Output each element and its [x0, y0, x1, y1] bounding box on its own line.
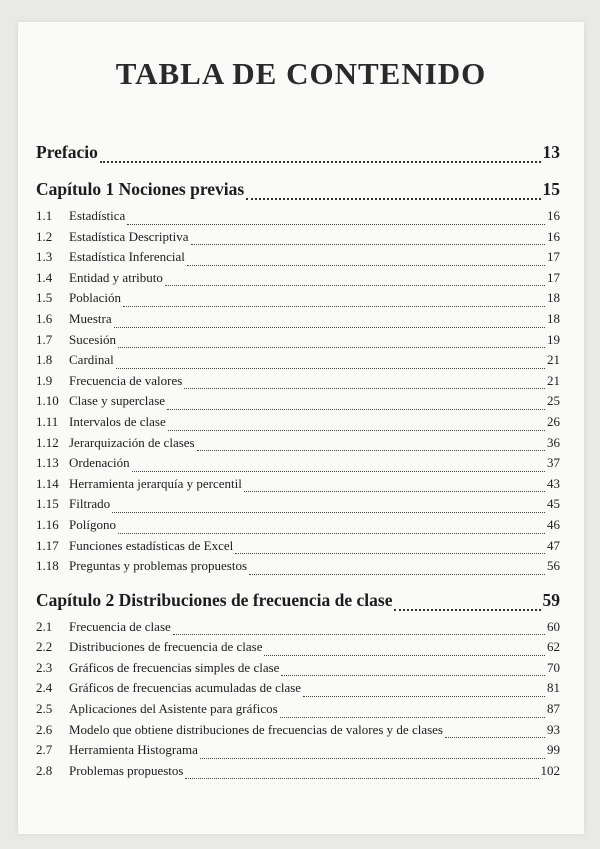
leader-dots: [100, 161, 541, 163]
toc-section-page: 43: [547, 475, 560, 491]
toc-section-page: 18: [547, 290, 560, 306]
toc-section-label: Jerarquización de clases: [69, 434, 195, 450]
toc-preface-page: 13: [542, 142, 560, 162]
toc-chapter-label: Capítulo 2 Distribuciones de frecuencia de clase: [36, 589, 393, 610]
toc-section-page: 19: [547, 331, 560, 347]
toc-section-entry[interactable]: [36, 311, 560, 332]
toc-section-number: 1.8: [36, 352, 53, 368]
leader-dots: [197, 450, 545, 451]
toc-section-page: 18: [547, 310, 560, 326]
toc-section-number: 2.4: [36, 680, 53, 696]
toc-section-page: 60: [547, 618, 560, 634]
toc-section-entry[interactable]: [36, 722, 560, 743]
leader-dots: [127, 224, 545, 225]
toc-section-entry[interactable]: [36, 393, 560, 414]
toc-section-number: 1.14: [36, 475, 59, 491]
toc-section-page: 21: [547, 352, 560, 368]
toc-section-entry[interactable]: [36, 619, 560, 640]
toc-section-entry[interactable]: [36, 290, 560, 311]
toc-section-entry[interactable]: [36, 742, 560, 763]
toc-section-label: Estadística Inferencial: [69, 249, 185, 265]
toc-chapter-label: Capítulo 1 Nociones previas: [36, 179, 245, 199]
leader-dots: [118, 533, 545, 534]
toc-section-page: 93: [547, 721, 560, 737]
toc-section-label: Población: [69, 290, 121, 306]
leader-dots: [168, 430, 545, 431]
toc-section-number: 1.4: [36, 269, 53, 285]
toc-section-number: 1.5: [36, 290, 53, 306]
toc-section-number: 1.11: [36, 413, 59, 429]
toc-section-number: 2.3: [36, 659, 53, 675]
toc-section-label: Intervalos de clase: [69, 413, 166, 429]
toc-section-label: Cardinal: [69, 352, 114, 368]
toc-section-number: 2.7: [36, 742, 53, 758]
leader-dots: [280, 717, 545, 718]
toc-section-entry[interactable]: [36, 208, 560, 229]
toc-section-page: 17: [547, 269, 560, 285]
toc-section-entry[interactable]: [36, 332, 560, 353]
toc-section-entry[interactable]: [36, 701, 560, 722]
toc-section-number: 1.2: [36, 228, 53, 244]
toc-section-page: 26: [547, 413, 560, 429]
toc-section-entry[interactable]: [36, 517, 560, 538]
toc-section-number: 1.12: [36, 434, 59, 450]
toc-section-entry[interactable]: [36, 435, 560, 456]
leader-dots: [200, 758, 545, 759]
document-page: [18, 22, 584, 834]
toc-section-number: 1.10: [36, 393, 59, 409]
toc-section-entry[interactable]: [36, 352, 560, 373]
toc-section-entry[interactable]: [36, 476, 560, 497]
leader-dots: [118, 347, 545, 348]
toc-section-entry[interactable]: [36, 414, 560, 435]
toc-section-label: Preguntas y problemas propuestos: [69, 558, 248, 574]
toc-section-label: Sucesión: [69, 331, 116, 347]
leader-dots: [445, 737, 545, 738]
table-of-contents: [36, 142, 560, 783]
toc-section-label: Funciones estadísticas de Excel: [69, 537, 234, 553]
toc-section-label: Gráficos de frecuencias simples de clase: [69, 659, 280, 675]
toc-section-entry[interactable]: [36, 270, 560, 291]
toc-section-label: Frecuencia de clase: [69, 618, 171, 634]
toc-section-entry[interactable]: [36, 763, 560, 784]
toc-section-number: 1.13: [36, 455, 59, 471]
toc-section-page: 36: [547, 434, 560, 450]
leader-dots: [184, 388, 545, 389]
toc-section-number: 2.2: [36, 639, 53, 655]
toc-section-label: Problemas propuestos: [69, 762, 184, 778]
toc-section-label: Herramienta jerarquía y percentil: [69, 475, 242, 491]
toc-section-label: Modelo que obtiene distribuciones de frecuencias de valores y de clases: [69, 721, 443, 737]
toc-chapter-entry[interactable]: [36, 590, 560, 616]
toc-section-entry[interactable]: [36, 455, 560, 476]
toc-preface-entry[interactable]: [36, 142, 560, 168]
toc-section-label: Distribuciones de frecuencia de clase: [69, 639, 263, 655]
leader-dots: [123, 306, 545, 307]
leader-dots: [165, 285, 545, 286]
toc-section-page: 102: [540, 762, 560, 778]
toc-section-entry[interactable]: [36, 373, 560, 394]
toc-section-label: Polígono: [69, 516, 116, 532]
page-title: TABLA DE CONTENIDO: [115, 56, 487, 91]
toc-section-page: 99: [547, 742, 560, 758]
toc-section-label: Muestra: [69, 310, 112, 326]
toc-section-page: 46: [547, 516, 560, 532]
toc-section-entry[interactable]: [36, 229, 560, 250]
toc-section-number: 1.1: [36, 208, 53, 223]
toc-section-entry[interactable]: [36, 639, 560, 660]
leader-dots: [167, 409, 545, 410]
toc-section-number: 1.15: [36, 496, 59, 512]
toc-section-page: 81: [547, 680, 560, 696]
leader-dots: [173, 634, 545, 635]
toc-section-page: 25: [547, 393, 560, 409]
toc-section-label: Frecuencia de valores: [69, 372, 183, 388]
toc-section-number: 2.1: [36, 618, 53, 634]
toc-chapter-page: 15: [542, 179, 560, 199]
leader-dots: [264, 655, 545, 656]
toc-section-label: Filtrado: [69, 496, 111, 512]
toc-section-number: 1.6: [36, 310, 53, 326]
toc-chapter-page: 59: [542, 589, 560, 610]
leader-dots: [112, 512, 545, 513]
toc-section-page: 16: [547, 208, 560, 223]
toc-section-page: 56: [547, 558, 560, 574]
toc-section-label: Aplicaciones del Asistente para gráficos: [69, 701, 278, 717]
toc-section-entry[interactable]: [36, 249, 560, 270]
leader-dots: [394, 609, 540, 611]
toc-section-number: 2.8: [36, 762, 53, 778]
toc-section-page: 37: [547, 455, 560, 471]
toc-section-label: Herramienta Histograma: [69, 742, 198, 758]
toc-section-entry[interactable]: [36, 538, 560, 559]
toc-section-number: 2.6: [36, 721, 53, 737]
leader-dots: [191, 244, 546, 245]
toc-section-number: 1.16: [36, 516, 59, 532]
toc-section-label: Gráficos de frecuencias acumuladas de clase: [69, 680, 302, 696]
toc-section-label: Estadística: [69, 208, 126, 223]
toc-preface-label: Prefacio: [36, 142, 98, 162]
leader-dots: [303, 696, 545, 697]
leader-dots: [244, 491, 545, 492]
toc-section-label: Ordenación: [69, 455, 130, 471]
toc-section-number: 1.17: [36, 537, 59, 553]
toc-section-number: 2.5: [36, 701, 53, 717]
toc-section-label: Estadística Descriptiva: [69, 228, 189, 244]
toc-section-page: 62: [547, 639, 560, 655]
toc-chapter-entry[interactable]: [36, 179, 560, 205]
leader-dots: [249, 574, 545, 575]
toc-section-number: 1.7: [36, 331, 53, 347]
leader-dots: [114, 327, 545, 328]
leader-dots: [116, 368, 545, 369]
toc-section-label: Clase y superclase: [69, 393, 166, 409]
toc-section-page: 47: [547, 537, 560, 553]
toc-section-page: 17: [547, 249, 560, 265]
leader-dots: [281, 675, 545, 676]
leader-dots: [235, 553, 545, 554]
toc-section-label: Entidad y atributo: [69, 269, 163, 285]
toc-section-page: 87: [547, 701, 560, 717]
toc-section-page: 21: [547, 372, 560, 388]
toc-section-number: 1.9: [36, 372, 53, 388]
leader-dots: [185, 778, 538, 779]
toc-section-page: 70: [547, 659, 560, 675]
leader-dots: [246, 198, 540, 200]
toc-section-number: 1.3: [36, 249, 53, 265]
toc-section-page: 16: [547, 228, 560, 244]
toc-section-entry[interactable]: [36, 680, 560, 701]
toc-section-number: 1.18: [36, 558, 59, 574]
leader-dots: [187, 265, 545, 266]
toc-section-entry[interactable]: [36, 558, 560, 579]
toc-section-entry[interactable]: [36, 660, 560, 681]
toc-section-page: 45: [547, 496, 560, 512]
leader-dots: [132, 471, 545, 472]
toc-section-entry[interactable]: [36, 496, 560, 517]
